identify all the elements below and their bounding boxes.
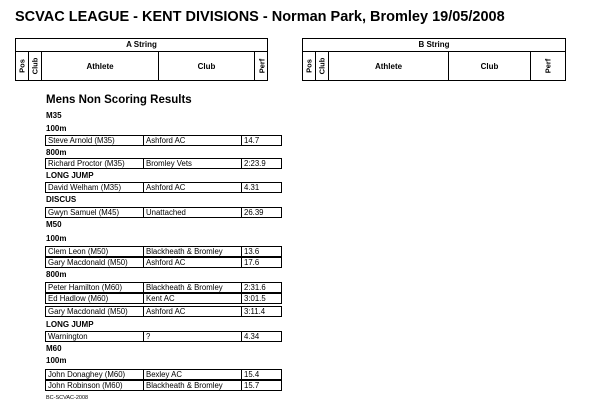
b-col-club-short: Club: [316, 52, 329, 80]
club-cell: Ashford AC: [144, 307, 242, 316]
a-string-name: A String: [16, 39, 267, 52]
result-row: [45, 306, 282, 317]
perf-cell: 3:01.5: [244, 294, 266, 303]
athlete-cell: Warnington: [46, 332, 144, 341]
b-col-athlete: Athlete: [329, 52, 449, 80]
club-cell: Blackheath & Bromley: [144, 381, 242, 390]
result-row: [45, 257, 282, 268]
perf-cell: 14.7: [244, 136, 260, 145]
perf-cell: 3:11.4: [244, 307, 266, 316]
perf-cell: 4.34: [244, 332, 260, 341]
footer-code: BC-SCVAC-2008: [46, 395, 89, 401]
a-col-club-short: Club: [29, 52, 42, 80]
perf-cell: 2:23.9: [244, 159, 266, 168]
club-cell: Unattached: [144, 208, 242, 217]
a-col-pos: Pos: [16, 52, 29, 80]
event-label: 100m: [46, 124, 67, 133]
b-string-table: [302, 38, 566, 81]
athlete-cell: Steve Arnold (M35): [46, 136, 144, 145]
event-label: LONG JUMP: [46, 171, 94, 180]
b-col-club: Club: [449, 52, 531, 80]
group-label: M50: [46, 220, 62, 229]
page-title: SCVAC LEAGUE - KENT DIVISIONS - Norman Park, Bromley 19/05/2008: [15, 9, 505, 25]
result-row: [45, 135, 282, 146]
perf-cell: 4.31: [244, 183, 260, 192]
athlete-cell: John Donaghey (M60): [46, 370, 144, 379]
club-cell: Kent AC: [144, 294, 242, 303]
athlete-cell: Peter Hamilton (M60): [46, 283, 144, 292]
perf-cell: 26.39: [244, 208, 264, 217]
b-col-pos: Pos: [303, 52, 316, 80]
result-row: [45, 331, 282, 342]
club-cell: Bromley Vets: [144, 159, 242, 168]
club-cell: Blackheath & Bromley: [144, 247, 242, 256]
event-label: 100m: [46, 234, 67, 243]
perf-cell: 15.7: [244, 381, 260, 390]
event-label: 800m: [46, 148, 67, 157]
a-col-athlete: Athlete: [42, 52, 159, 80]
perf-cell: 2:31.6: [244, 283, 266, 292]
a-col-club: Club: [159, 52, 255, 80]
result-row: [45, 293, 282, 304]
athlete-cell: Ed Hadlow (M60): [46, 294, 144, 303]
a-col-perf: Perf: [257, 58, 266, 74]
club-cell: Bexley AC: [144, 370, 242, 379]
club-cell: Blackheath & Bromley: [144, 283, 242, 292]
club-cell: Ashford AC: [144, 183, 242, 192]
result-row: [45, 282, 282, 293]
b-col-perf: Perf: [543, 58, 553, 74]
results-title: Mens Non Scoring Results: [46, 94, 192, 106]
event-label: 100m: [46, 356, 67, 365]
event-label: DISCUS: [46, 195, 77, 204]
event-label: LONG JUMP: [46, 320, 94, 329]
athlete-cell: Gary Macdonald (M50): [46, 307, 144, 316]
a-string-table: [15, 38, 268, 81]
group-label: M60: [46, 344, 62, 353]
athlete-cell: David Welham (M35): [46, 183, 144, 192]
b-string-name: B String: [303, 39, 565, 52]
athlete-cell: John Robinson (M60): [46, 381, 144, 390]
club-cell: Ashford AC: [144, 258, 242, 267]
club-cell: Ashford AC: [144, 136, 242, 145]
result-row: [45, 182, 282, 193]
result-row: [45, 158, 282, 169]
athlete-cell: Clem Leon (M50): [46, 247, 144, 256]
athlete-cell: Gary Macdonald (M50): [46, 258, 144, 267]
athlete-cell: Richard Proctor (M35): [46, 159, 144, 168]
result-row: [45, 246, 282, 257]
event-label: 800m: [46, 270, 67, 279]
result-row: [45, 380, 282, 391]
group-label: M35: [46, 111, 62, 120]
perf-cell: 17.6: [244, 258, 260, 267]
result-row: [45, 207, 282, 218]
club-cell: ?: [144, 332, 242, 341]
result-row: [45, 369, 282, 380]
perf-cell: 13.6: [244, 247, 260, 256]
athlete-cell: Gwyn Samuel (M45): [46, 208, 144, 217]
perf-cell: 15.4: [244, 370, 260, 379]
